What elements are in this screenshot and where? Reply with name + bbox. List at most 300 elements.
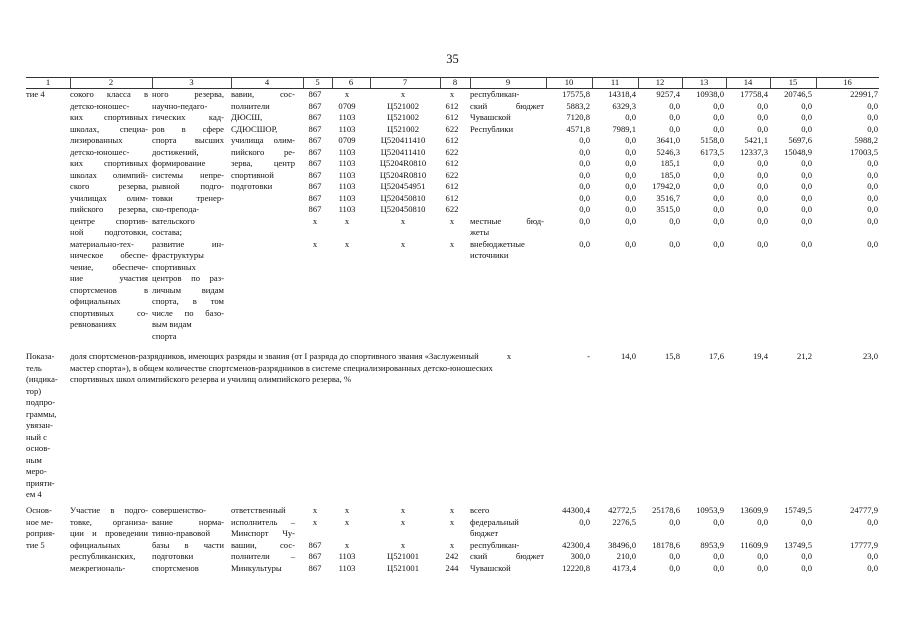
cell-col-8: x bbox=[449, 238, 455, 249]
cell-col-1 bbox=[26, 158, 68, 170]
cell-col-16: 0,0 bbox=[867, 215, 878, 226]
cell-col-16: 0,0 bbox=[867, 112, 878, 122]
table-row bbox=[26, 250, 879, 262]
cell-col-16: 24777,9 bbox=[850, 505, 878, 515]
cell-col-13: 5158,0 bbox=[700, 135, 724, 145]
table-row bbox=[26, 181, 879, 193]
cell-col-14: 12337,3 bbox=[740, 146, 768, 157]
cell-col-8: 612 bbox=[445, 181, 459, 191]
cell-col-15: 0,0 bbox=[801, 238, 812, 249]
header-cell: 16 bbox=[843, 77, 852, 87]
cell-col-11: 0,0 bbox=[625, 146, 636, 157]
cell-col-9 bbox=[470, 158, 544, 170]
cell-col-1 bbox=[26, 239, 68, 251]
cell-col-12 bbox=[638, 227, 680, 239]
cell-col-14: 0,0 bbox=[757, 158, 768, 168]
cell-col-9: Республики bbox=[470, 123, 514, 134]
cell-col-1 bbox=[26, 135, 68, 147]
cell-col-2: спортивных со- bbox=[70, 307, 148, 318]
indicator-label-text: увязан- bbox=[26, 420, 53, 430]
cell-col-3: вание норма- bbox=[152, 516, 224, 527]
cell-col-9 bbox=[470, 262, 544, 274]
cell-col-3: научно-педаго- bbox=[152, 100, 208, 111]
cell-col-6: 0709 bbox=[338, 100, 356, 111]
cell-col-6 bbox=[332, 273, 362, 285]
header-cell: 11 bbox=[610, 77, 620, 87]
cell-col-1 bbox=[26, 193, 68, 205]
cell-col-1 bbox=[26, 563, 68, 575]
cell-col-4 bbox=[231, 250, 295, 262]
cell-col-8 bbox=[440, 308, 464, 320]
cell-col-9: всего bbox=[470, 505, 490, 515]
cell-col-15: 0,0 bbox=[801, 204, 812, 214]
cell-col-10: 0,0 bbox=[579, 204, 590, 214]
cell-col-15: 20746,5 bbox=[784, 89, 812, 99]
cell-col-16 bbox=[816, 528, 878, 540]
indicator-label-text: прияти- bbox=[26, 477, 55, 488]
cell-col-2 bbox=[70, 331, 148, 343]
cell-col-11 bbox=[592, 227, 636, 239]
cell-col-14 bbox=[726, 319, 768, 331]
cell-col-1: тие 4 bbox=[26, 89, 45, 99]
cell-col-15: 13749,5 bbox=[784, 539, 812, 550]
cell-col-8: 612 bbox=[445, 135, 459, 145]
cell-col-16 bbox=[816, 296, 878, 308]
cell-col-14 bbox=[726, 296, 768, 308]
header-cell: 15 bbox=[788, 77, 798, 87]
cell-col-4: Минспорт Чу- bbox=[231, 528, 295, 538]
cell-col-9 bbox=[470, 308, 544, 320]
cell-col-5: 867 bbox=[308, 192, 322, 203]
cell-col-5: 867 bbox=[308, 181, 322, 191]
cell-col-14: 0,0 bbox=[757, 215, 768, 226]
cell-col-13 bbox=[682, 319, 724, 331]
cell-col-12: 0,0 bbox=[669, 123, 680, 134]
cell-col-12: 3641,0 bbox=[656, 135, 680, 145]
cell-col-12 bbox=[638, 528, 680, 540]
cell-col-10: 44300,4 bbox=[562, 505, 590, 515]
cell-col-4 bbox=[231, 204, 295, 216]
cell-col-10: 0,0 bbox=[579, 146, 590, 157]
cell-col-16: 17777,9 bbox=[850, 539, 878, 550]
cell-col-11: 0,0 bbox=[625, 204, 636, 214]
cell-col-5: 867 bbox=[308, 539, 322, 550]
cell-col-8: 612 bbox=[445, 112, 459, 122]
cell-col-8: x bbox=[449, 539, 455, 550]
cell-col-2: официальных bbox=[70, 296, 121, 306]
cell-col-16 bbox=[816, 285, 878, 297]
indicator-value: 15,8 bbox=[664, 351, 680, 361]
cell-col-3: формирование bbox=[152, 158, 206, 168]
cell-col-9: ский бюджет bbox=[470, 100, 544, 111]
cell-col-12: 18178,6 bbox=[652, 539, 680, 550]
cell-col-13: 0,0 bbox=[713, 181, 724, 191]
cell-col-11: 0,0 bbox=[625, 158, 636, 168]
cell-col-3: гических кад- bbox=[152, 112, 224, 122]
cell-col-16 bbox=[816, 331, 878, 343]
indicator-value: 19,4 bbox=[752, 351, 768, 361]
header-cell: 7 bbox=[402, 77, 408, 87]
table-row bbox=[26, 227, 879, 239]
cell-col-4: полнители bbox=[231, 100, 270, 111]
cell-col-9 bbox=[470, 285, 544, 297]
cell-col-14: 0,0 bbox=[757, 112, 768, 122]
cell-col-12: 0,0 bbox=[669, 238, 680, 249]
cell-col-11: 0,0 bbox=[625, 112, 636, 122]
cell-col-16: 0,0 bbox=[867, 238, 878, 249]
cell-col-14 bbox=[726, 331, 768, 343]
cell-col-12 bbox=[638, 308, 680, 320]
cell-col-14: 0,0 bbox=[757, 516, 768, 527]
cell-col-3: совершенство- bbox=[152, 505, 206, 515]
cell-col-10 bbox=[546, 331, 590, 343]
cell-col-5: x bbox=[312, 238, 318, 249]
table-row bbox=[26, 540, 879, 552]
table-row bbox=[26, 216, 879, 228]
cell-col-7: x bbox=[400, 215, 406, 226]
cell-col-15: 5697,6 bbox=[788, 135, 812, 145]
cell-col-5: 867 bbox=[308, 135, 322, 145]
cell-col-8: x bbox=[449, 215, 455, 226]
cell-col-12: 9257,4 bbox=[656, 89, 680, 99]
cell-col-10: 0,0 bbox=[579, 135, 590, 145]
table-row bbox=[26, 204, 879, 216]
cell-col-1: Основ- bbox=[26, 505, 52, 515]
cell-col-4 bbox=[231, 308, 295, 320]
cell-col-6 bbox=[332, 227, 362, 239]
cell-col-1 bbox=[26, 216, 68, 228]
indicator-label-line bbox=[26, 397, 879, 409]
cell-col-15: 0,0 bbox=[801, 516, 812, 527]
cell-col-2: центре спортив- bbox=[70, 215, 148, 226]
cell-col-9 bbox=[470, 273, 544, 285]
cell-col-12 bbox=[638, 331, 680, 343]
cell-col-7: x bbox=[400, 89, 406, 99]
cell-col-4 bbox=[231, 227, 295, 239]
cell-col-6 bbox=[332, 319, 362, 331]
cell-col-7 bbox=[370, 227, 436, 239]
cell-col-13 bbox=[682, 262, 724, 274]
indicator-values-row bbox=[26, 351, 879, 363]
cell-col-7: Ц520450810 bbox=[380, 204, 426, 214]
cell-col-7: Ц521002 bbox=[387, 123, 419, 134]
cell-col-16: 0,0 bbox=[867, 123, 878, 134]
cell-col-12: 3516,7 bbox=[656, 192, 680, 203]
cell-col-5: 867 bbox=[308, 100, 322, 111]
cell-col-4 bbox=[231, 319, 295, 331]
cell-col-13: 0,0 bbox=[713, 169, 724, 180]
cell-col-13: 0,0 bbox=[713, 192, 724, 203]
cell-col-16: 0,0 bbox=[867, 562, 878, 573]
cell-col-14 bbox=[726, 250, 768, 262]
cell-col-14: 0,0 bbox=[757, 181, 768, 191]
cell-col-10: 4571,8 bbox=[566, 123, 590, 134]
cell-col-15 bbox=[770, 285, 812, 297]
cell-col-13: 8953,9 bbox=[700, 539, 724, 550]
cell-col-6: 1103 bbox=[338, 112, 356, 122]
table-row bbox=[26, 308, 879, 320]
cell-col-2: межрегиональ- bbox=[70, 562, 126, 573]
cell-col-8: 612 bbox=[445, 100, 459, 111]
cell-col-5: 867 bbox=[308, 123, 322, 134]
cell-col-2: ких спортивных bbox=[70, 158, 148, 168]
cell-col-1 bbox=[26, 551, 68, 563]
cell-col-5 bbox=[303, 273, 327, 285]
cell-col-4: училища олим- bbox=[231, 135, 295, 145]
header-cell: 14 bbox=[743, 77, 753, 87]
cell-col-8: x bbox=[449, 89, 455, 99]
cell-col-6 bbox=[332, 528, 362, 540]
cell-col-8: 622 bbox=[445, 169, 459, 180]
cell-col-11: 0,0 bbox=[625, 169, 636, 180]
indicator-label-line bbox=[26, 443, 879, 455]
cell-col-6: 1103 bbox=[338, 192, 356, 203]
cell-col-3: спортсменов bbox=[152, 562, 199, 573]
cell-col-14: 0,0 bbox=[757, 169, 768, 180]
cell-col-10: 0,0 bbox=[579, 238, 590, 249]
cell-col-15 bbox=[770, 528, 812, 540]
cell-col-8: 612 bbox=[445, 158, 459, 168]
cell-col-3: состава; bbox=[152, 227, 182, 237]
cell-col-1 bbox=[26, 124, 68, 136]
cell-col-10: 42300,4 bbox=[562, 539, 590, 550]
cell-col-16: 0,0 bbox=[867, 551, 878, 561]
cell-col-3: базы в части bbox=[152, 539, 224, 550]
cell-col-13 bbox=[682, 528, 724, 540]
cell-col-7: Ц520411410 bbox=[380, 146, 426, 157]
cell-col-11 bbox=[592, 285, 636, 297]
cell-col-16 bbox=[816, 308, 878, 320]
cell-col-2: ции и проведении bbox=[70, 528, 148, 538]
table-row bbox=[26, 505, 879, 517]
cell-col-5: x bbox=[312, 516, 318, 527]
cell-col-5: 867 bbox=[308, 204, 322, 214]
cell-col-13 bbox=[682, 273, 724, 285]
cell-col-9 bbox=[470, 296, 544, 308]
cell-col-7: Ц5204R0810 bbox=[379, 169, 427, 180]
indicator-label-text: меро- bbox=[26, 466, 47, 476]
cell-col-12 bbox=[638, 296, 680, 308]
cell-col-15: 15749,5 bbox=[784, 505, 812, 515]
cell-col-5 bbox=[303, 250, 327, 262]
cell-col-15 bbox=[770, 319, 812, 331]
cell-col-3: личным видам bbox=[152, 284, 224, 295]
cell-col-5 bbox=[303, 296, 327, 308]
cell-col-8: x bbox=[449, 516, 455, 527]
cell-col-12 bbox=[638, 273, 680, 285]
cell-col-13: 0,0 bbox=[713, 238, 724, 249]
cell-col-11: 7989,1 bbox=[612, 123, 636, 134]
cell-col-14: 0,0 bbox=[757, 562, 768, 573]
cell-col-2: материально-тех- bbox=[70, 238, 134, 249]
table-row bbox=[26, 296, 879, 308]
table-row bbox=[26, 285, 879, 297]
indicator-value: x bbox=[506, 351, 512, 361]
cell-col-6: x bbox=[344, 516, 350, 527]
cell-col-2: сокого класса в bbox=[70, 89, 148, 99]
table-row bbox=[26, 262, 879, 274]
indicator-label-text: тель bbox=[26, 362, 42, 373]
cell-col-4: подготовки bbox=[231, 181, 273, 191]
cell-col-7: Ц521001 bbox=[387, 551, 419, 561]
cell-col-14 bbox=[726, 308, 768, 320]
cell-col-15: 0,0 bbox=[801, 158, 812, 168]
cell-col-12: 25178,6 bbox=[652, 505, 680, 515]
cell-col-15 bbox=[770, 331, 812, 343]
table-row bbox=[26, 135, 879, 147]
cell-col-3: фраструктуры bbox=[152, 250, 204, 260]
cell-col-4: ДЮСШ, bbox=[231, 112, 263, 122]
cell-col-16: 17003,5 bbox=[850, 146, 878, 157]
cell-col-4 bbox=[231, 331, 295, 343]
indicator-label-line bbox=[26, 478, 879, 490]
indicator-label-line bbox=[26, 386, 879, 398]
cell-col-12: 0,0 bbox=[669, 215, 680, 226]
cell-col-13 bbox=[682, 227, 724, 239]
cell-col-13: 0,0 bbox=[713, 158, 724, 168]
cell-col-3: рывной подго- bbox=[152, 181, 224, 191]
cell-col-15 bbox=[770, 296, 812, 308]
cell-col-8 bbox=[440, 273, 464, 285]
header-cell: 5 bbox=[315, 77, 320, 87]
cell-col-9 bbox=[470, 170, 544, 182]
cell-col-10 bbox=[546, 319, 590, 331]
cell-col-11: 6329,3 bbox=[612, 100, 636, 111]
cell-col-11 bbox=[592, 262, 636, 274]
cell-col-8: 622 bbox=[445, 146, 459, 157]
cell-col-12: 3515,0 bbox=[656, 204, 680, 214]
cell-col-1 bbox=[26, 204, 68, 216]
cell-col-6: x bbox=[344, 89, 350, 99]
cell-col-12 bbox=[638, 285, 680, 297]
cell-col-4 bbox=[231, 262, 295, 274]
cell-col-11: 0,0 bbox=[625, 215, 636, 226]
cell-col-3: товки тренер- bbox=[152, 192, 224, 203]
cell-col-4 bbox=[231, 273, 295, 285]
cell-col-9: республикан- bbox=[470, 89, 520, 99]
page-number: 35 bbox=[446, 52, 459, 66]
table-row bbox=[26, 193, 879, 205]
cell-col-7: x bbox=[400, 505, 406, 515]
cell-col-9 bbox=[470, 135, 544, 147]
cell-col-4: вашии, сос- bbox=[231, 539, 295, 550]
cell-col-11: 38496,0 bbox=[608, 539, 636, 550]
cell-col-9 bbox=[470, 204, 544, 216]
cell-col-3: спорта, в том bbox=[152, 296, 224, 306]
cell-col-5: 867 bbox=[308, 158, 322, 168]
cell-col-6: 1103 bbox=[338, 158, 356, 168]
cell-col-6: 0709 bbox=[338, 135, 356, 145]
cell-col-4 bbox=[231, 296, 295, 308]
cell-col-7: Ц521001 bbox=[387, 562, 419, 573]
cell-col-6: 1103 bbox=[338, 146, 356, 157]
cell-col-12: 0,0 bbox=[669, 516, 680, 527]
cell-col-5: x bbox=[312, 215, 318, 226]
cell-col-13: 0,0 bbox=[713, 215, 724, 226]
cell-col-6 bbox=[332, 296, 362, 308]
cell-col-15 bbox=[770, 262, 812, 274]
cell-col-15: 0,0 bbox=[801, 562, 812, 573]
table-row bbox=[26, 331, 879, 343]
cell-col-13: 10938,0 bbox=[696, 89, 724, 99]
cell-col-2: официальных bbox=[70, 539, 121, 550]
cell-col-10: 0,0 bbox=[579, 516, 590, 527]
cell-col-3: достижений, bbox=[152, 146, 199, 157]
cell-col-14: 17758,4 bbox=[740, 89, 768, 99]
cell-col-14 bbox=[726, 273, 768, 285]
cell-col-4: ответственный bbox=[231, 505, 286, 515]
cell-col-1 bbox=[26, 181, 68, 193]
cell-col-7 bbox=[370, 296, 436, 308]
cell-col-11 bbox=[592, 308, 636, 320]
indicator-label-text: Показа- bbox=[26, 351, 55, 361]
cell-col-9 bbox=[470, 331, 544, 343]
cell-col-4: пийского ре- bbox=[231, 146, 295, 157]
cell-col-11: 2276,5 bbox=[612, 516, 636, 527]
cell-col-14: 13609,9 bbox=[740, 505, 768, 515]
cell-col-13 bbox=[682, 308, 724, 320]
cell-col-8 bbox=[440, 250, 464, 262]
cell-col-5 bbox=[303, 227, 327, 239]
cell-col-11: 0,0 bbox=[625, 135, 636, 145]
cell-col-14: 0,0 bbox=[757, 551, 768, 561]
cell-col-1: ное ме- bbox=[26, 516, 54, 527]
cell-col-15: 0,0 bbox=[801, 100, 812, 111]
cell-col-3: ско-препода- bbox=[152, 204, 200, 214]
cell-col-7 bbox=[370, 273, 436, 285]
indicator-label-text: подпро- bbox=[26, 397, 56, 407]
cell-col-11 bbox=[592, 273, 636, 285]
indicator-label-line bbox=[26, 455, 879, 467]
cell-col-13 bbox=[682, 331, 724, 343]
cell-col-12: 0,0 bbox=[669, 100, 680, 111]
cell-col-16: 5988,2 bbox=[854, 135, 878, 145]
table-row bbox=[26, 124, 879, 136]
cell-col-16 bbox=[816, 273, 878, 285]
cell-col-15: 0,0 bbox=[801, 181, 812, 191]
cell-col-9: жеты bbox=[470, 227, 490, 237]
cell-col-3: спортивных bbox=[152, 261, 196, 272]
cell-col-8 bbox=[440, 227, 464, 239]
cell-col-4: зерва, центр bbox=[231, 158, 295, 168]
cell-col-4: исполнитель – bbox=[231, 516, 295, 527]
table-header-row bbox=[26, 77, 879, 89]
cell-col-13 bbox=[682, 296, 724, 308]
cell-col-1 bbox=[26, 319, 68, 331]
cell-col-13: 10953,9 bbox=[696, 505, 724, 515]
cell-col-16: 0,0 bbox=[867, 100, 878, 111]
indicator-label-text: ный с bbox=[26, 431, 47, 442]
cell-col-15: 0,0 bbox=[801, 551, 812, 561]
table-row bbox=[26, 89, 879, 101]
cell-col-13: 0,0 bbox=[713, 516, 724, 527]
cell-col-12 bbox=[638, 250, 680, 262]
cell-col-4: полнители – bbox=[231, 551, 295, 561]
cell-col-13: 0,0 bbox=[713, 204, 724, 214]
cell-col-1 bbox=[26, 101, 68, 113]
cell-col-7 bbox=[370, 319, 436, 331]
cell-col-9 bbox=[470, 193, 544, 205]
cell-col-10 bbox=[546, 296, 590, 308]
header-cell: 3 bbox=[189, 77, 194, 87]
cell-col-16 bbox=[816, 319, 878, 331]
cell-col-16: 0,0 bbox=[867, 158, 878, 168]
cell-col-8: 622 bbox=[445, 123, 459, 134]
cell-col-7 bbox=[370, 308, 436, 320]
table-row bbox=[26, 170, 879, 182]
cell-col-9: республикан- bbox=[470, 539, 520, 550]
cell-col-2: спортсменов в bbox=[70, 284, 148, 295]
